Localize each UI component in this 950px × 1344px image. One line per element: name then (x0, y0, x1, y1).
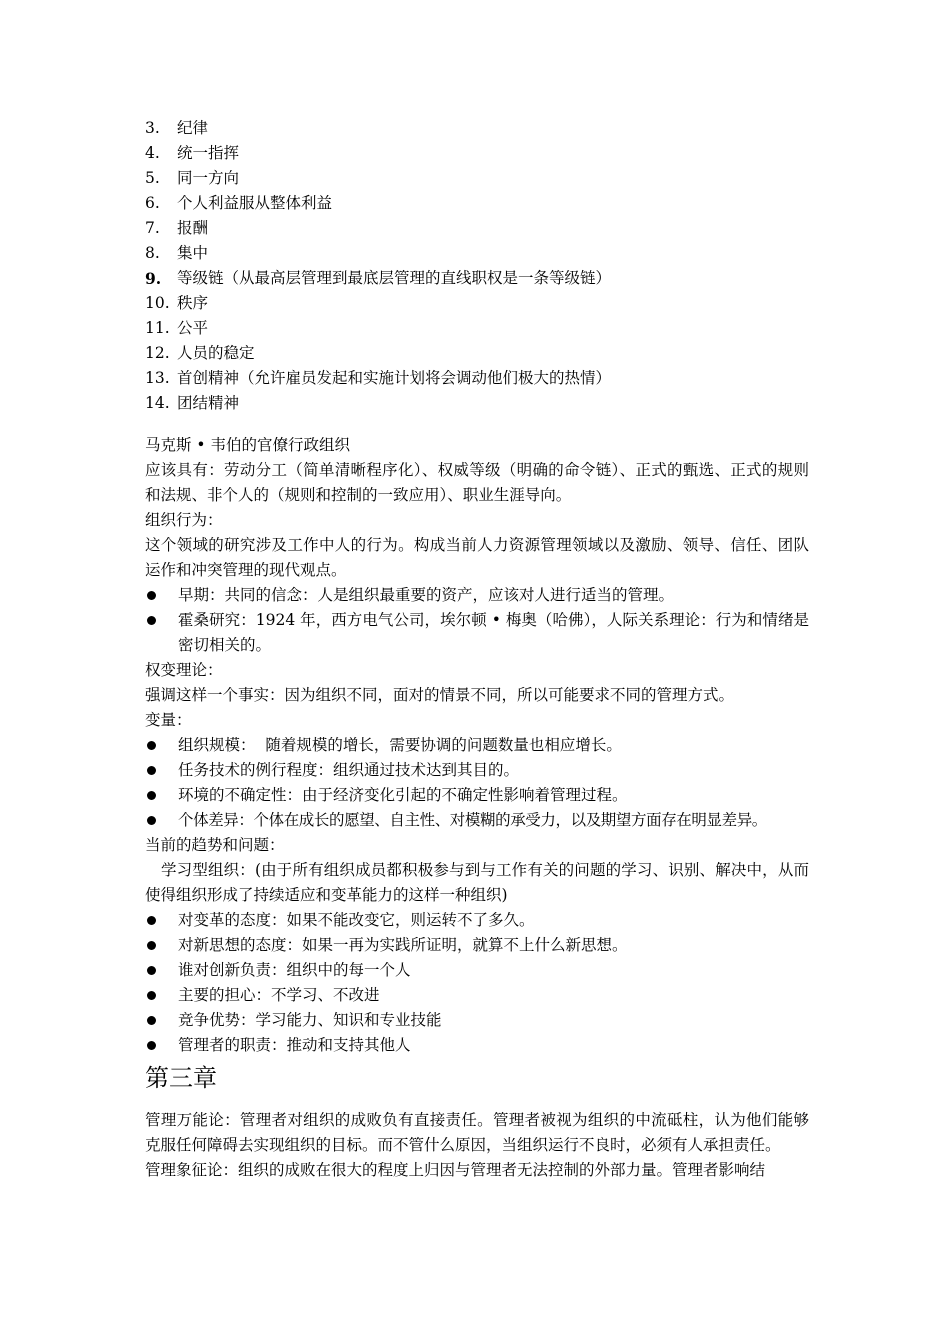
list-item: 13. 首创精神（允许雇员发起和实施计划将会调动他们极大的热情） (145, 369, 612, 387)
list-item: 5. 同一方向 (145, 169, 240, 187)
document-page (145, 116, 809, 1183)
list-item: 组织规模： 随着规模的增长，需要协调的问题数量也相应增长。 (145, 733, 809, 758)
bullet-icon (145, 958, 178, 983)
bullet-icon (145, 983, 178, 1008)
bullet-icon (145, 933, 178, 958)
list-item: 对变革的态度：如果不能改变它，则运转不了多久。 (145, 908, 809, 933)
list-item: 早期：共同的信念：人是组织最重要的资产，应该对人进行适当的管理。 (145, 583, 809, 608)
list-item: 霍桑研究：1924 年，西方电气公司，埃尔顿 • 梅奥（哈佛），人际关系理论：行为和情绪是密切相关的。 (145, 608, 809, 658)
list-item: 谁对创新负责：组织中的每一个人 (145, 958, 809, 983)
chapter-paragraph: 管理万能论：管理者对组织的成败负有直接责任。管理者被视为组织的中流砥柱，认为他们能够克服任何障碍去实现组织的目标。而不管什么原因，当组织运行不良时，必须有人承担责任。 (145, 1111, 809, 1154)
bullet-icon (145, 783, 178, 808)
list-item: 个体差异：个体在成长的愿望、自主性、对模糊的承受力，以及期望方面存在明显差异。 (145, 808, 809, 833)
list-item: 主要的担心：不学习、不改进 (145, 983, 809, 1008)
chapter-heading: 第三章 (145, 1064, 217, 1092)
list-item: 9. 等级链（从最高层管理到最底层管理的直线职权是一条等级链） (145, 269, 612, 288)
trends-body: 学习型组织：(由于所有组织成员都积极参与到与工作有关的问题的学习、识别、解决中，从而使得组织形成了持续适应和变革能力的这样一种组织) (145, 861, 809, 904)
bullet-icon (145, 808, 178, 833)
trends-title: 当前的趋势和问题： (145, 836, 285, 854)
list-item: 10. 秩序 (145, 294, 209, 312)
list-item: 12. 人员的稳定 (145, 344, 255, 362)
list-item: 环境的不确定性：由于经济变化引起的不确定性影响着管理过程。 (145, 783, 809, 808)
numbered-list (145, 116, 809, 416)
list-item: 4. 统一指挥 (145, 144, 240, 162)
chapter-paragraph: 管理象征论：组织的成败在很大的程度上归因与管理者无法控制的外部力量。管理者影响结 (145, 1161, 766, 1179)
list-item: 管理者的职责：推动和支持其他人 (145, 1033, 809, 1058)
bullet-icon (145, 758, 178, 783)
bullet-icon (145, 583, 178, 608)
org-behavior-body: 这个领域的研究涉及工作中人的行为。构成当前人力资源管理领域以及激励、领导、信任、团队运作和冲突管理的现代观点。 (145, 536, 809, 579)
bullet-icon (145, 608, 178, 658)
list-item: 7. 报酬 (145, 219, 209, 237)
list-item: 8. 集中 (145, 244, 209, 262)
list-item: 任务技术的例行程度：组织通过技术达到其目的。 (145, 758, 809, 783)
weber-body: 应该具有：劳动分工（简单清晰程序化）、权威等级（明确的命令链）、正式的甄选、正式的规则和法规、非个人的（规则和控制的一致应用）、职业生涯导向。 (145, 461, 809, 504)
bullet-icon (145, 733, 178, 758)
variables-title: 变量： (145, 711, 192, 729)
contingency-title: 权变理论： (145, 661, 223, 679)
list-item: 6. 个人利益服从整体利益 (145, 194, 333, 212)
bullet-icon (145, 1033, 178, 1058)
list-item: 3. 纪律 (145, 119, 209, 137)
bullet-icon (145, 1008, 178, 1033)
contingency-body: 强调这样一个事实：因为组织不同，面对的情景不同，所以可能要求不同的管理方式。 (145, 686, 735, 704)
weber-title: 马克斯 • 韦伯的官僚行政组织 (145, 436, 350, 454)
list-item: 对新思想的态度：如果一再为实践所证明，就算不上什么新思想。 (145, 933, 809, 958)
list-item: 11. 公平 (145, 319, 209, 337)
list-item: 竞争优势：学习能力、知识和专业技能 (145, 1008, 809, 1033)
list-item: 14. 团结精神 (145, 394, 240, 412)
org-behavior-title: 组织行为： (145, 511, 223, 529)
bullet-icon (145, 908, 178, 933)
